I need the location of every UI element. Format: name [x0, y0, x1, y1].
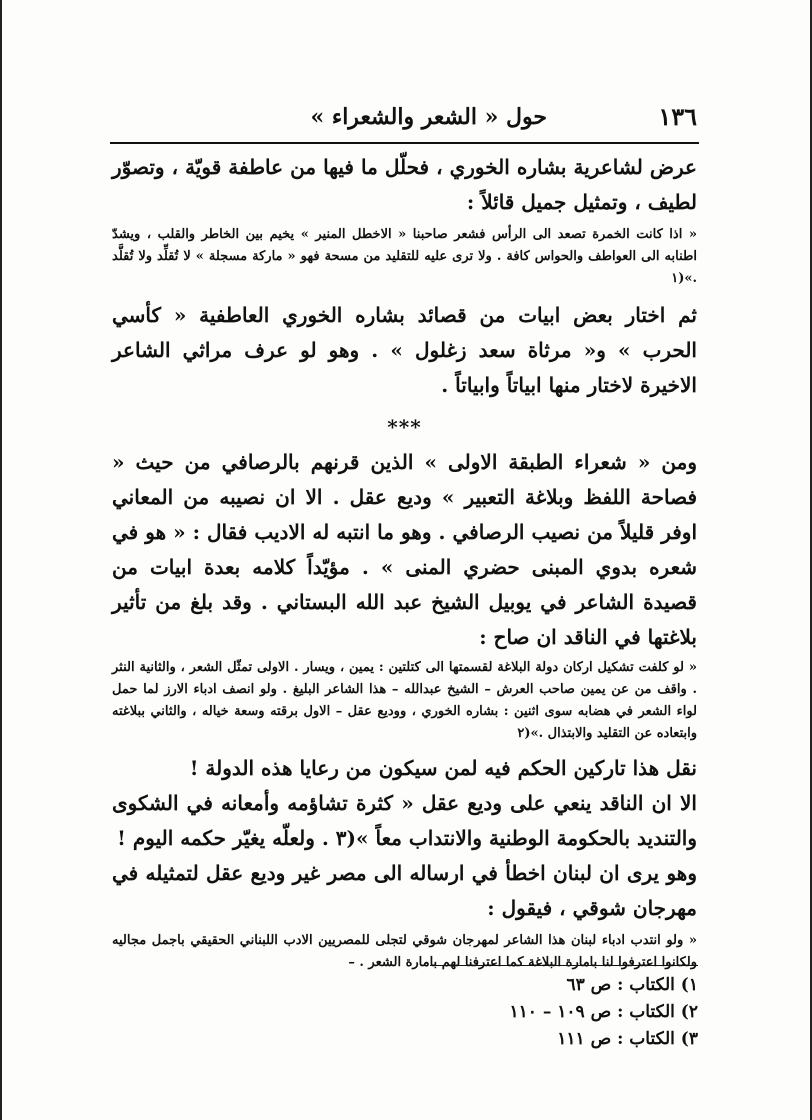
quote-3: « ولو انتدب ادباء لبنان هذا الشاعر لمهرجان شوقي لتجلى للمصريين الادب اللبناني الحقيقي باجمل مجاليه ولكانوا اعترفوا لنا بامارة البلاغة كما اعترفنا لهم بامارة الشعر . – [112, 933, 697, 970]
section-separator: *** [387, 415, 422, 439]
paragraph-1: عرض لشاعرية بشاره الخوري ، فحلّل ما فيها من عاطفة قويّة ، وتصوّر لطيف ، وتمثيل جميل قائلاً : [112, 155, 697, 214]
paragraph-4: نقل هذا تاركين الحكم فيه لمن سيكون من رعايا هذه الدولة ! [189, 756, 697, 780]
quote-2: « لو كلفت تشكيل اركان دولة البلاغة لقسمتها الى كتلتين : يمين ، ويسار . الاولى تمثّل الشعر ، والثانية النثر . واقف من عن يمين صاحب العرش – الشيخ عبدالله – هذا الشاعر البليغ . ولو انصف ادباء الارز لما حمل لواء الشعر في هضابه سوى اثنين : بشاره الخوري ، ووديع عقل – الاول برقته وسعة خياله ، والثاني ببلاغته وابتعاده عن التقليد والابتذال .»(٢ [112, 660, 697, 741]
paragraph-2: ثم اختار بعض ابيات من قصائد بشاره الخوري العاطفية « كأسي الحرب » و« مرثاة سعد زغلول » . وهو لو عرف مراثي الشاعر الاخيرة لاختار منها ابياتاً وابياتاً . [112, 303, 697, 397]
footnote-1: ١) الكتاب : ص ٦٣ [566, 975, 698, 995]
paragraph-5: الا ان الناقد ينعي على وديع عقل « كثرة تشاؤمه وأمعانه في الشكوى والتنديد بالحكومة الوطنية والانتداب معاً »(٣ . ولعلّه يغيّر حكمه اليوم ! [112, 791, 697, 850]
footnote-2: ٢) الكتاب : ص ١٠٩ – ١١٠ [509, 1002, 698, 1022]
quote-1: « اذا كانت الخمرة تصعد الى الرأس فشعر صاحبنا « الاخطل المنير » يخيم بين الخاطر والقلب ، ويشدّ اطنابه الى العواطف والحواس كافة . ولا ترى عليه للتقليد من مسحة فهو « ماركة مسجلة » لا تُقلِّد ولا تُقلَّد .»(١ [112, 227, 697, 286]
paragraph-3: ومن « شعراء الطبقة الاولى » الذين قرنهم بالرصافي من حيث « فصاحة اللفظ وبلاغة التعبير » وديع عقل . الا ان نصيبه من المعاني اوفر قليلاً من نصيب الرصافي . وهو ما انتبه له الاديب فقال : « هو في شعره بدوي المبنى حضري المنى » . مؤيّداً كلامه بعدة ابيات من قصيدة الشاعر في يوبيل الشيخ عبد الله البستاني . وقد بلغ من تأثير بلاغتها في الناقد ان صاح : [112, 450, 697, 649]
footnote-3: ٣) الكتاب : ص ١١١ [557, 1029, 698, 1049]
page-number: ١٣٦ [658, 102, 697, 131]
paragraph-6: وهو يرى ان لبنان اخطأ في ارساله الى مصر غير وديع عقل لتمثيله في مهرجان شوقي ، فيقول : [112, 861, 697, 920]
footnotes [430, 965, 698, 1053]
scan-border-left [0, 0, 2, 1120]
page-header [105, 100, 697, 136]
header-rule [110, 142, 699, 144]
page-body [112, 150, 697, 974]
running-title: حول « الشعر والشعراء » [310, 104, 547, 130]
